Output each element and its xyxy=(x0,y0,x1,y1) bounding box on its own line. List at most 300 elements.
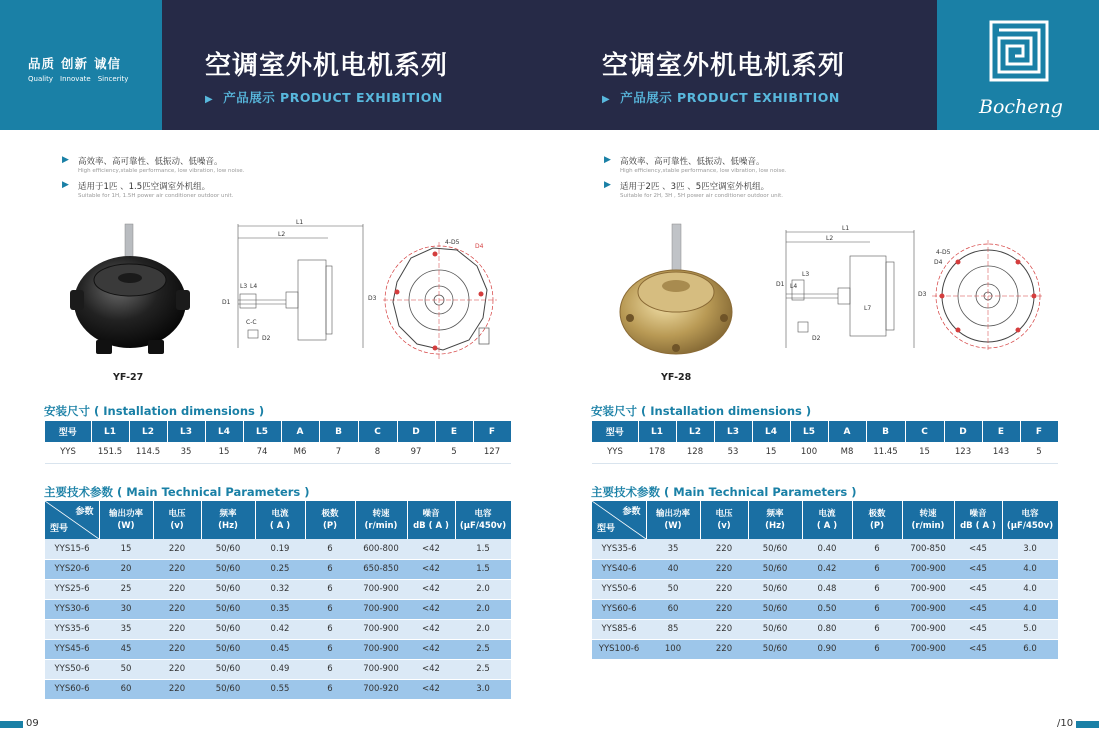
left-install-table xyxy=(45,421,512,464)
table-row xyxy=(45,442,511,463)
col-cn: 电流 xyxy=(818,509,836,519)
table-cell: 6 xyxy=(305,599,355,619)
column-header xyxy=(201,501,255,539)
slogan xyxy=(28,54,148,83)
table-cell: 143 xyxy=(982,442,1020,463)
table-cell: 0.32 xyxy=(255,579,305,599)
col-unit: (P) xyxy=(323,521,337,531)
table-header-row xyxy=(592,421,1058,442)
col-cn: 输出功率 xyxy=(655,509,690,519)
table-cell: 100 xyxy=(646,639,700,659)
col-cn: 噪音 xyxy=(422,509,440,519)
table-cell: 700-900 xyxy=(355,659,407,679)
col-unit: (W) xyxy=(664,521,682,531)
table-cell: 3.0 xyxy=(455,679,511,699)
col-cn: 极数 xyxy=(321,509,339,519)
bocheng-logo-icon xyxy=(989,20,1049,82)
table-cell: 50/60 xyxy=(748,539,802,559)
table-cell: 4.0 xyxy=(1002,599,1058,619)
col-cn: 转速 xyxy=(372,509,390,519)
model-label-left: YF-27 xyxy=(113,372,144,383)
table-cell: 6 xyxy=(852,539,902,559)
right-param-title: 主要技术参数 ( Main Technical Parameters ) xyxy=(591,485,857,499)
table-row xyxy=(592,539,1058,559)
table-cell: 5.0 xyxy=(1002,619,1058,639)
param-diag-header xyxy=(45,501,99,539)
slogan-cn xyxy=(28,54,148,72)
table-cell: YYS60-6 xyxy=(45,679,99,699)
column-header: C xyxy=(358,421,397,442)
table-row xyxy=(45,659,511,679)
table-cell: 6 xyxy=(305,639,355,659)
table-cell: 600-800 xyxy=(355,539,407,559)
dim-d1: D1 xyxy=(222,299,231,306)
motor-photo-yf28 xyxy=(616,222,741,366)
table-cell: 50 xyxy=(646,579,700,599)
col-unit: dB ( A ) xyxy=(960,521,996,531)
right-side-view-drawing xyxy=(772,222,932,356)
column-header: B xyxy=(866,421,905,442)
table-row xyxy=(592,639,1058,659)
table-cell: 6 xyxy=(852,619,902,639)
table-cell: 0.35 xyxy=(255,599,305,619)
dim-hole: 4-D5 xyxy=(936,249,951,256)
table-cell: <42 xyxy=(407,659,455,679)
table-cell: M6 xyxy=(281,442,319,463)
left-page-subtitle xyxy=(205,88,443,106)
column-header: F xyxy=(1020,421,1058,442)
left-param-table xyxy=(45,501,512,700)
table-cell: 220 xyxy=(153,679,201,699)
column-header xyxy=(255,501,305,539)
table-cell: 15 xyxy=(905,442,944,463)
table-cell: 700-900 xyxy=(355,639,407,659)
table-cell: 220 xyxy=(153,559,201,579)
dim-l2: L2 xyxy=(278,231,286,238)
footer-bar-right xyxy=(1076,721,1099,728)
table-cell: 25 xyxy=(99,579,153,599)
right-subtitle-text: 产品展示 PRODUCT EXHIBITION xyxy=(620,90,840,105)
column-header: L4 xyxy=(752,421,790,442)
page-number-right: /10 xyxy=(1057,718,1074,729)
table-cell: 2.0 xyxy=(455,579,511,599)
column-header: L5 xyxy=(243,421,281,442)
table-cell: 7 xyxy=(319,442,358,463)
table-row xyxy=(45,679,511,699)
table-cell: <45 xyxy=(954,599,1002,619)
column-header: B xyxy=(319,421,358,442)
column-header: L3 xyxy=(714,421,752,442)
table-cell: <42 xyxy=(407,599,455,619)
slogan-quality-en: Quality xyxy=(28,75,54,83)
table-cell: YYS100-6 xyxy=(592,639,646,659)
table-row xyxy=(45,579,511,599)
table-cell: 220 xyxy=(700,539,748,559)
column-header: A xyxy=(828,421,866,442)
table-cell: 6.0 xyxy=(1002,639,1058,659)
col-unit: ( A ) xyxy=(816,521,838,531)
column-header: E xyxy=(982,421,1020,442)
table-cell: 3.0 xyxy=(1002,539,1058,559)
col-unit: (W) xyxy=(117,521,135,531)
table-cell: 6 xyxy=(305,679,355,699)
slogan-innovate-cn: 创新 xyxy=(61,56,89,71)
table-cell: 1.5 xyxy=(455,539,511,559)
table-cell: 60 xyxy=(99,679,153,699)
table-cell: <45 xyxy=(954,559,1002,579)
bullet-cn: 适用于2匹 、3匹 、5匹空调室外机组。 xyxy=(620,182,770,192)
slogan-en xyxy=(28,75,148,83)
table-cell: 6 xyxy=(852,599,902,619)
column-header xyxy=(852,501,902,539)
table-cell: <45 xyxy=(954,539,1002,559)
col-unit: (r/min) xyxy=(911,521,945,531)
table-cell: M8 xyxy=(828,442,866,463)
table-cell: 8 xyxy=(358,442,397,463)
column-header xyxy=(748,501,802,539)
dim-l3: L3 xyxy=(240,283,248,290)
table-cell: 220 xyxy=(700,579,748,599)
col-unit: ( A ) xyxy=(269,521,291,531)
column-header xyxy=(902,501,954,539)
table-cell: YYS50-6 xyxy=(592,579,646,599)
slogan-innovate-en: Innovate xyxy=(60,75,91,83)
column-header: L1 xyxy=(91,421,129,442)
table-cell: 700-900 xyxy=(902,639,954,659)
column-header xyxy=(646,501,700,539)
table-row xyxy=(45,559,511,579)
col-unit: (Hz) xyxy=(218,521,238,531)
table-cell: <42 xyxy=(407,579,455,599)
dim-l1: L1 xyxy=(296,219,304,226)
table-cell: 6 xyxy=(305,559,355,579)
right-install-title: 安装尺寸 ( Installation dimensions ) xyxy=(591,404,812,418)
table-header-row xyxy=(592,501,1058,539)
table-cell: 0.19 xyxy=(255,539,305,559)
table-cell: YYS xyxy=(592,442,638,463)
table-row xyxy=(592,559,1058,579)
triangle-bullet-icon: ▶ xyxy=(604,180,611,190)
column-header xyxy=(407,501,455,539)
col-cn: 电流 xyxy=(271,509,289,519)
table-cell: 53 xyxy=(714,442,752,463)
column-header xyxy=(99,501,153,539)
table-cell: 50/60 xyxy=(748,579,802,599)
table-cell: 20 xyxy=(99,559,153,579)
triangle-icon: ▶ xyxy=(205,94,214,105)
left-install-title: 安装尺寸 ( Installation dimensions ) xyxy=(44,404,265,418)
table-cell: 220 xyxy=(153,639,201,659)
column-header: L5 xyxy=(790,421,828,442)
table-cell: YYS35-6 xyxy=(592,539,646,559)
table-cell: 220 xyxy=(153,539,201,559)
table-row xyxy=(592,619,1058,639)
table-cell: 4.0 xyxy=(1002,579,1058,599)
col-unit: dB ( A ) xyxy=(413,521,449,531)
table-cell: 0.42 xyxy=(802,559,852,579)
dim-d4: D4 xyxy=(934,259,943,266)
table-cell: 0.55 xyxy=(255,679,305,699)
diag-top-label: 参数 xyxy=(622,507,641,517)
list-item xyxy=(604,180,864,199)
col-cn: 电压 xyxy=(168,509,186,519)
table-cell: 0.48 xyxy=(802,579,852,599)
table-cell: 700-900 xyxy=(902,599,954,619)
bullet-cn: 高效率、高可靠性、低振动、低噪音。 xyxy=(620,157,765,167)
table-cell: 700-900 xyxy=(355,579,407,599)
left-subtitle-text: 产品展示 PRODUCT EXHIBITION xyxy=(223,90,443,105)
table-cell: 0.42 xyxy=(255,619,305,639)
table-cell: 100 xyxy=(790,442,828,463)
table-row xyxy=(45,639,511,659)
right-page-title: 空调室外机电机系列 xyxy=(602,51,846,81)
table-cell: 650-850 xyxy=(355,559,407,579)
table-cell: <45 xyxy=(954,579,1002,599)
column-header: L4 xyxy=(205,421,243,442)
table-cell: 50/60 xyxy=(201,599,255,619)
table-cell: 50 xyxy=(99,659,153,679)
table-cell: 0.50 xyxy=(802,599,852,619)
column-header: C xyxy=(905,421,944,442)
col-cn: 频率 xyxy=(766,509,784,519)
list-item xyxy=(62,180,322,199)
table-cell: YYS85-6 xyxy=(592,619,646,639)
dim-cc: C-C xyxy=(246,319,257,326)
table-cell: 74 xyxy=(243,442,281,463)
table-cell: 30 xyxy=(99,599,153,619)
table-cell: YYS35-6 xyxy=(45,619,99,639)
table-cell: 15 xyxy=(205,442,243,463)
footer-bar-left xyxy=(0,721,23,728)
col-cn: 频率 xyxy=(219,509,237,519)
table-cell: 220 xyxy=(153,599,201,619)
column-header xyxy=(305,501,355,539)
table-cell: 700-900 xyxy=(355,619,407,639)
diag-bottom-label: 型号 xyxy=(597,524,616,534)
table-cell: 35 xyxy=(646,539,700,559)
column-header: A xyxy=(281,421,319,442)
table-cell: <42 xyxy=(407,679,455,699)
col-cn: 电容 xyxy=(474,509,492,519)
table-cell: 11.45 xyxy=(866,442,905,463)
dim-d2: D2 xyxy=(812,335,821,342)
table-cell: 151.5 xyxy=(91,442,129,463)
table-cell: 220 xyxy=(700,619,748,639)
dim-l4: L4 xyxy=(790,283,798,290)
left-param-title: 主要技术参数 ( Main Technical Parameters ) xyxy=(44,485,310,499)
table-cell: 50/60 xyxy=(748,599,802,619)
left-page-title: 空调室外机电机系列 xyxy=(205,51,449,81)
slogan-quality-cn: 品质 xyxy=(28,56,56,71)
col-unit: (μF/450v) xyxy=(1006,521,1054,531)
table-cell: 0.25 xyxy=(255,559,305,579)
table-cell: 700-900 xyxy=(355,599,407,619)
table-cell: 2.5 xyxy=(455,639,511,659)
col-cn: 极数 xyxy=(868,509,886,519)
table-cell: <42 xyxy=(407,539,455,559)
dim-l1: L1 xyxy=(842,225,850,232)
table-cell: 6 xyxy=(305,659,355,679)
col-unit: (v) xyxy=(717,521,731,531)
motor-photo-yf27 xyxy=(66,222,196,366)
table-cell: 35 xyxy=(167,442,205,463)
table-cell: YYS45-6 xyxy=(45,639,99,659)
table-cell: 50/60 xyxy=(201,619,255,639)
diag-top-label: 参数 xyxy=(75,507,94,517)
table-header-row xyxy=(45,421,511,442)
table-row xyxy=(592,442,1058,463)
col-cn: 输出功率 xyxy=(108,509,143,519)
column-header: L2 xyxy=(129,421,167,442)
table-cell: 0.40 xyxy=(802,539,852,559)
table-cell: 114.5 xyxy=(129,442,167,463)
table-cell: 0.45 xyxy=(255,639,305,659)
column-header xyxy=(355,501,407,539)
table-cell: 220 xyxy=(700,559,748,579)
right-front-view-drawing xyxy=(932,240,1044,356)
table-cell: <42 xyxy=(407,639,455,659)
table-cell: 60 xyxy=(646,599,700,619)
dim-l2: L2 xyxy=(826,235,834,242)
table-cell: 0.90 xyxy=(802,639,852,659)
table-cell: 15 xyxy=(99,539,153,559)
table-cell: YYS40-6 xyxy=(592,559,646,579)
table-cell: 50/60 xyxy=(201,559,255,579)
bullet-cn: 高效率、高可靠性、低振动、低噪音。 xyxy=(78,157,223,167)
column-header: D xyxy=(944,421,982,442)
table-cell: 128 xyxy=(676,442,714,463)
bullet-cn: 适用于1匹 、1.5匹空调室外机组。 xyxy=(78,182,211,192)
table-cell: 2.0 xyxy=(455,619,511,639)
table-cell: YYS xyxy=(45,442,91,463)
column-header: E xyxy=(435,421,473,442)
dim-d2: D2 xyxy=(262,335,271,342)
table-cell: 700-850 xyxy=(902,539,954,559)
bullet-en: Suitable for 2H, 3H , 5H power air conditioner outdoor unit. xyxy=(620,193,784,199)
table-cell: 220 xyxy=(700,599,748,619)
table-cell: 97 xyxy=(397,442,435,463)
table-cell: 220 xyxy=(153,619,201,639)
dim-d3: D3 xyxy=(368,295,377,302)
column-header: F xyxy=(473,421,511,442)
table-cell: 178 xyxy=(638,442,676,463)
col-unit: (Hz) xyxy=(765,521,785,531)
column-header xyxy=(455,501,511,539)
column-header xyxy=(802,501,852,539)
table-cell: 5 xyxy=(435,442,473,463)
table-cell: 2.5 xyxy=(455,659,511,679)
table-cell: YYS15-6 xyxy=(45,539,99,559)
table-cell: 2.0 xyxy=(455,599,511,619)
page-number-right-value: 10 xyxy=(1060,718,1074,729)
bullet-en: Suitable for 1H, 1.5H power air conditioner outdoor unit. xyxy=(78,193,234,199)
page-number-left: 09 xyxy=(26,718,39,729)
table-cell: 0.49 xyxy=(255,659,305,679)
dim-l4: L4 xyxy=(250,283,258,290)
table-cell: 50/60 xyxy=(748,639,802,659)
list-item xyxy=(604,155,864,174)
dim-d4: D4 xyxy=(475,243,484,250)
table-cell: YYS25-6 xyxy=(45,579,99,599)
table-cell: 85 xyxy=(646,619,700,639)
table-cell: 700-900 xyxy=(902,559,954,579)
table-cell: 50/60 xyxy=(201,639,255,659)
column-header xyxy=(1002,501,1058,539)
table-row xyxy=(45,539,511,559)
column-header xyxy=(153,501,201,539)
table-cell: 1.5 xyxy=(455,559,511,579)
table-row xyxy=(592,579,1058,599)
col-cn: 电压 xyxy=(715,509,733,519)
dim-hole: 4-D5 xyxy=(445,239,460,246)
table-cell: YYS50-6 xyxy=(45,659,99,679)
table-cell: 6 xyxy=(305,579,355,599)
table-row xyxy=(592,599,1058,619)
table-cell: 220 xyxy=(153,659,201,679)
table-cell: 35 xyxy=(99,619,153,639)
table-cell: 0.80 xyxy=(802,619,852,639)
table-cell: YYS60-6 xyxy=(592,599,646,619)
table-cell: 6 xyxy=(852,639,902,659)
dim-d3: D3 xyxy=(918,291,927,298)
table-cell: YYS30-6 xyxy=(45,599,99,619)
table-cell: 45 xyxy=(99,639,153,659)
triangle-bullet-icon: ▶ xyxy=(604,155,611,165)
dim-d1: D1 xyxy=(776,281,785,288)
column-header: L2 xyxy=(676,421,714,442)
triangle-bullet-icon: ▶ xyxy=(62,155,69,165)
param-diag-header xyxy=(592,501,646,539)
table-row xyxy=(45,599,511,619)
table-header-row xyxy=(45,501,511,539)
table-cell: <42 xyxy=(407,559,455,579)
column-header xyxy=(700,501,748,539)
table-cell: 50/60 xyxy=(201,679,255,699)
table-cell: 123 xyxy=(944,442,982,463)
table-cell: 50/60 xyxy=(748,619,802,639)
right-feature-list xyxy=(604,155,864,205)
column-header: 型号 xyxy=(592,421,638,442)
col-cn: 电容 xyxy=(1021,509,1039,519)
table-cell: 220 xyxy=(153,579,201,599)
table-cell: 220 xyxy=(700,639,748,659)
table-cell: <45 xyxy=(954,639,1002,659)
bullet-en: High efficiency,stable performance, low vibration, low noise. xyxy=(620,168,787,174)
triangle-icon: ▶ xyxy=(602,94,611,105)
column-header: D xyxy=(397,421,435,442)
table-cell: 700-920 xyxy=(355,679,407,699)
dim-l3: L3 xyxy=(802,271,810,278)
col-unit: (μF/450v) xyxy=(459,521,507,531)
diag-bottom-label: 型号 xyxy=(50,524,69,534)
table-cell: <42 xyxy=(407,619,455,639)
left-side-view-drawing xyxy=(218,218,383,362)
col-unit: (v) xyxy=(170,521,184,531)
table-cell: 6 xyxy=(305,619,355,639)
triangle-bullet-icon: ▶ xyxy=(62,180,69,190)
list-item xyxy=(62,155,322,174)
table-cell: 700-900 xyxy=(902,619,954,639)
left-feature-list xyxy=(62,155,322,205)
column-header: 型号 xyxy=(45,421,91,442)
table-cell: 6 xyxy=(852,579,902,599)
right-param-table xyxy=(592,501,1059,660)
table-cell: <45 xyxy=(954,619,1002,639)
table-cell: 50/60 xyxy=(201,659,255,679)
brand-name: Bocheng xyxy=(979,96,1063,118)
left-front-view-drawing xyxy=(383,232,503,366)
slogan-sincerity-cn: 诚信 xyxy=(94,56,122,71)
